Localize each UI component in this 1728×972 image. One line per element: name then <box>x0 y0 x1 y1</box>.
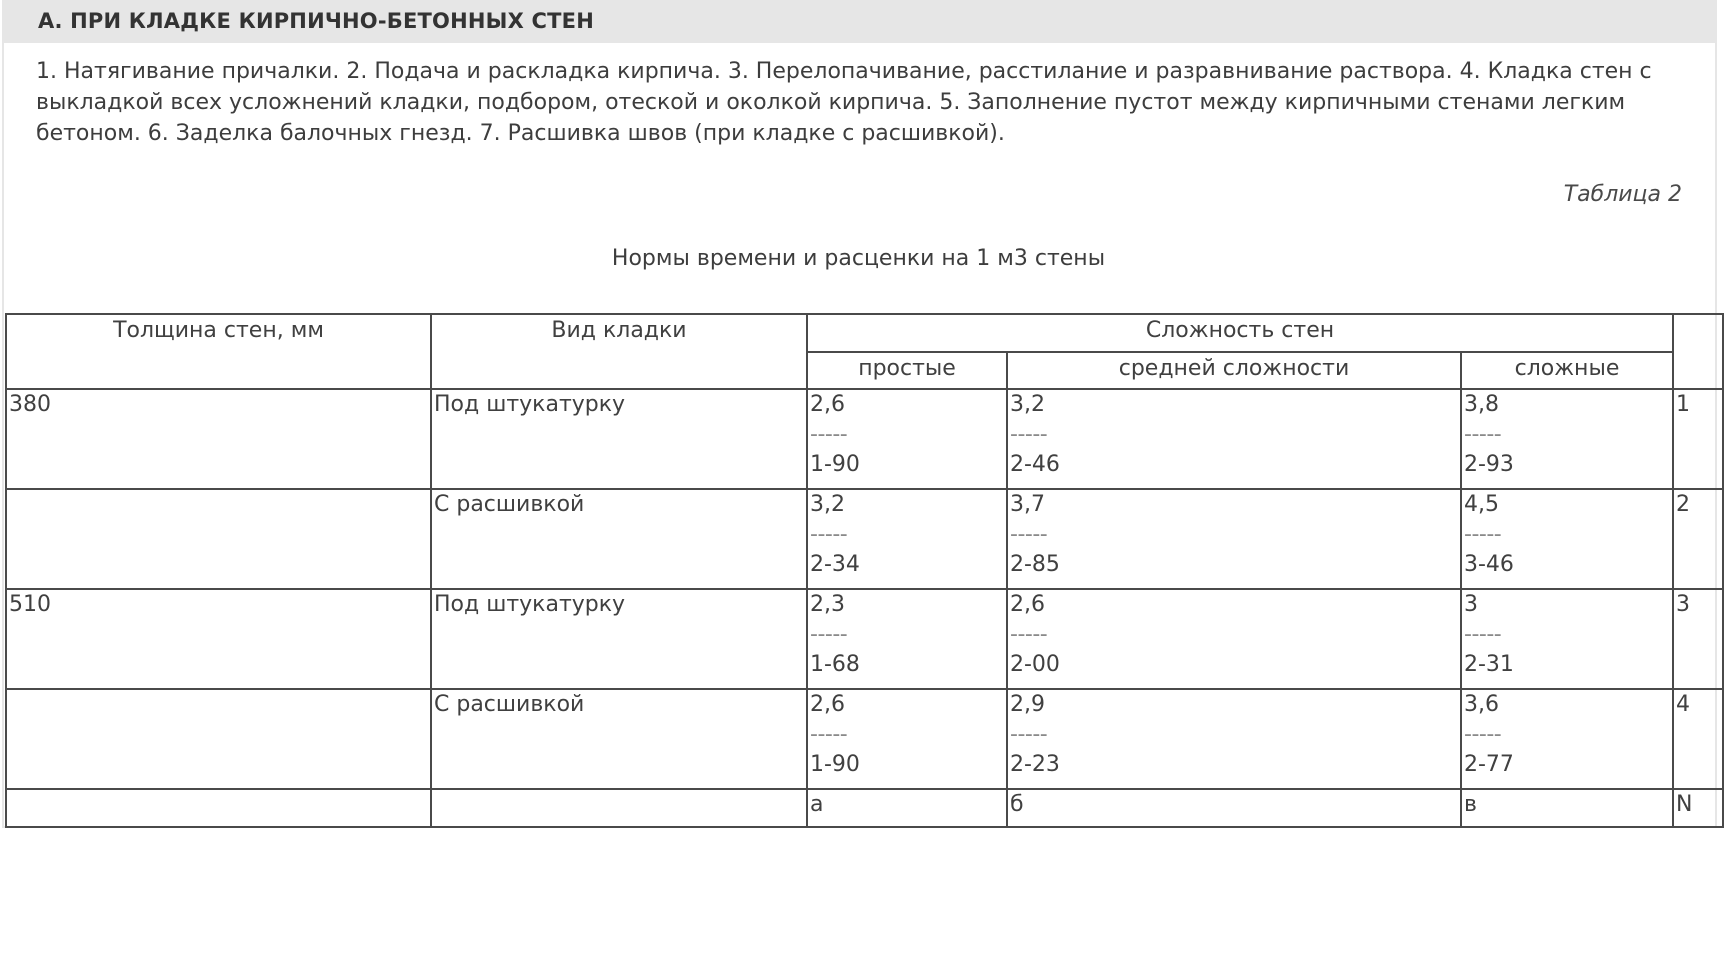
cell-thickness: 380 <box>6 389 431 489</box>
header-complexity: Сложность стен <box>807 314 1673 352</box>
table-row <box>6 389 1723 489</box>
cell-type: Под штукатурку <box>431 389 807 489</box>
cell-complex: 3,8 ----- 2-93 <box>1461 389 1673 489</box>
table-title: Нормы времени и расценки на 1 м3 стены <box>611 246 1106 271</box>
table-caption: Таблица 2 <box>1563 182 1682 207</box>
intro-paragraph: 1. Натягивание причалки. 2. Подача и раскладка кирпича. 3. Перелопачивание, расстилание и разравнивание раствора. 4. Кладка стен с выкладкой всех усложнений кладки, подбором, отеской и околкой кирпича. 5. Заполнение пустот между кирпичными стенами легким бетоном. 6. Заделка балочных гнезд. 7. Расшивка швов (при кладке с расшивкой). <box>36 59 1652 146</box>
table-row <box>6 589 1723 689</box>
footer-simple: а <box>807 789 1007 827</box>
norms-table <box>5 313 1724 828</box>
cell-simple: 2,6 ----- 1-90 <box>807 689 1007 789</box>
cell-simple: 2,6 ----- 1-90 <box>807 389 1007 489</box>
cell-simple: 3,2 ----- 2-34 <box>807 489 1007 589</box>
section-title: А. ПРИ КЛАДКЕ КИРПИЧНО-БЕТОННЫХ СТЕН <box>38 9 594 33</box>
footer-empty-thickness <box>6 789 431 827</box>
cell-medium: 3,7 ----- 2-85 <box>1007 489 1461 589</box>
cell-thickness <box>6 689 431 789</box>
cell-complex: 3,6 ----- 2-77 <box>1461 689 1673 789</box>
cell-medium: 3,2 ----- 2-46 <box>1007 389 1461 489</box>
cell-type: С расшивкой <box>431 689 807 789</box>
cell-type: С расшивкой <box>431 489 807 589</box>
cell-n: 1 <box>1673 389 1723 489</box>
footer-complex: в <box>1461 789 1673 827</box>
table-row <box>6 689 1723 789</box>
cell-n: 3 <box>1673 589 1723 689</box>
footer-n: N <box>1673 789 1723 827</box>
header-type: Вид кладки <box>431 314 807 389</box>
header-complex: сложные <box>1461 352 1673 389</box>
header-medium: средней сложности <box>1007 352 1461 389</box>
cell-complex: 4,5 ----- 3-46 <box>1461 489 1673 589</box>
cell-complex: 3 ----- 2-31 <box>1461 589 1673 689</box>
footer-empty-type <box>431 789 807 827</box>
table-row <box>6 489 1723 589</box>
header-simple: простые <box>807 352 1007 389</box>
cell-type: Под штукатурку <box>431 589 807 689</box>
cell-n: 4 <box>1673 689 1723 789</box>
cell-thickness: 510 <box>6 589 431 689</box>
footer-row <box>6 789 1723 827</box>
header-thickness: Толщина стен, мм <box>6 314 431 389</box>
header-row <box>6 314 1723 352</box>
cell-medium: 2,9 ----- 2-23 <box>1007 689 1461 789</box>
header-n <box>1673 314 1723 389</box>
cell-medium: 2,6 ----- 2-00 <box>1007 589 1461 689</box>
section-header <box>2 0 1717 43</box>
cell-simple: 2,3 ----- 1-68 <box>807 589 1007 689</box>
footer-medium: б <box>1007 789 1461 827</box>
cell-n: 2 <box>1673 489 1723 589</box>
cell-thickness <box>6 489 431 589</box>
